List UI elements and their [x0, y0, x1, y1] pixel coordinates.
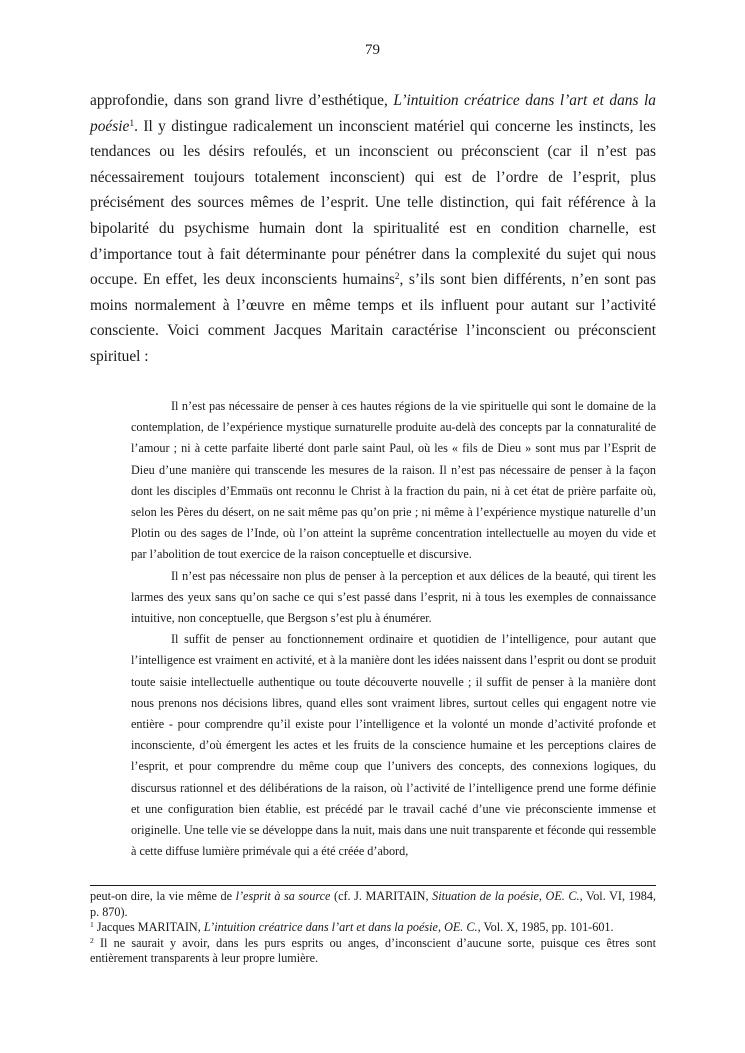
footnotes	[90, 889, 656, 967]
footnote-continuation	[90, 889, 656, 920]
quote-paragraph-3: Il suffit de penser au fonctionnement ordinaire et quotidien de l’intelligence, pour autant que l’intelligence est vraiment en activité, et à la manière dont les idées naissent dans l’esprit ou dont se produit toute saisie intellectuelle authentique ou toute découverte nouvelle ; il suffit de penser à la manière dont nous prenons nos décisions libres, quand elles sont vraiment libres, surtout celles qui engagent notre vie entière - pour comprendre qu’il existe pour l’intelligence et la volonté un monde d’activité profonde et inconsciente, d’où émergent les actes et les fruits de la conscience humaine et les perceptions claires de l’esprit, et pour comprendre du même coup que l’univers des concepts, des connexions logiques, du discursus rationnel et des délibérations de la raison, où l’activité de l’intelligence prend une forme définie et une configuration bien établie, est précédé par le travail caché d’une vie préconsciente immense et originelle. Une telle vie se développe dans la nuit, mais dans une nuit transparente et féconde qui ressemble à cette diffuse lumière primévale qui a été créée d’abord,	[131, 632, 656, 859]
footnote-1	[90, 920, 656, 936]
footnote-2-text: Il ne saurait y avoir, dans les purs esprits ou anges, d’inconscient d’aucune sorte, puisque ces êtres sont entièrement transparents à leur propre lumière.	[90, 935, 656, 966]
block-quote	[131, 396, 656, 862]
page-number: 79	[365, 42, 380, 58]
footnote-continuation-work: Situation de la poésie, OE. C.	[432, 889, 580, 903]
footnote-ref-2: 2	[394, 270, 400, 282]
footnote-continuation-title: l’esprit à sa source	[235, 889, 331, 903]
footnote-ref-1: 1	[129, 117, 135, 129]
footnote-1-number: 1	[90, 920, 94, 930]
body-paragraph	[90, 88, 656, 370]
footnote-continuation-text-b: (cf. J. MARITAIN,	[330, 889, 433, 903]
footnote-separator	[90, 885, 656, 886]
footnote-1-text-c: , Vol. X, 1985, pp. 101-601.	[477, 920, 614, 935]
footnote-1-text-b: ,	[437, 920, 445, 935]
footnote-1-title: L’intuition créatrice dans l’art et dans la poésie	[203, 920, 438, 935]
footnote-continuation-text-a: peut-on dire, la vie même de	[90, 889, 236, 903]
footnote-2-number: 2	[90, 935, 94, 945]
quote-paragraph-1: Il n’est pas nécessaire de penser à ces hautes régions de la vie spirituelle qui sont le domaine de la contemplation, de l’expérience mystique surnaturelle produite au-delà des concepts par la connaturalité de l’amour ; ni à cette parfaite liberté dont parle saint Paul, où les « fils de Dieu » sont mus par l’Esprit de Dieu d’une manière qui transcende les mesures de la raison. Il n’est pas nécessaire de penser à la façon dont les disciples d’Emmaüs ont reconnu le Christ à la fraction du pain, ni à cet état de prière parfaite où, selon les Pères du désert, on ne sait même pas qu’on prie ; ni même à l’expérience mystique naturelle d’un Plotin ou des sages de l’Inde, où l’on atteint la suprême concentration intellectuelle au moyen du vide et par l’abolition de tout exercice de la raison conceptuelle et discursive.	[131, 399, 656, 562]
footnote-continuation-text-c: , Vol. VI, 1984, p. 870).	[90, 889, 656, 919]
book-title-intuition-creatrice: L’intuition créatrice dans l’art et dans la poésie	[90, 92, 656, 135]
body-text-part-3: , s’ils sont bien différents, n’en sont pas moins normalement à l’œuvre en même temps et ils influent pour autant sur l’activité consciente. Voici comment Jacques Maritain caractérise l’inconscient ou préconscient spirituel :	[90, 271, 656, 365]
footnote-1-work: OE. C.	[444, 920, 478, 935]
body-text-part-1: approfondie, dans son grand livre d’esthétique,	[90, 92, 394, 109]
quote-paragraph-2: Il n’est pas nécessaire non plus de penser à la perception et aux délices de la beauté, qui tirent les larmes des yeux sans qu’on sache ce qui s’est passé dans l’esprit, ni à tous les exemples de connaissance intuitive, non conceptuelle, que Bergson s’est plu à énumérer.	[131, 568, 656, 626]
footnote-2	[90, 936, 656, 967]
body-text-part-2: . Il y distingue radicalement un inconscient matériel qui concerne les instincts, les tendances ou les désirs refoulés, et un inconscient ou préconscient (car il n’est pas nécessairement toujours totalement inconscient) qui est de l’ordre de l’esprit, plus précisément des sources mêmes de l’esprit. Une telle distinction, qui fait référence à la bipolarité du psychisme humain dont la spiritualité est en condition charnelle, est d’importance tout à fait déterminante pour pénétrer dans la complexité du sujet qui nous occupe. En effet, les deux inconscients humains	[90, 117, 656, 289]
footnote-1-text-a: Jacques MARITAIN,	[93, 920, 204, 935]
